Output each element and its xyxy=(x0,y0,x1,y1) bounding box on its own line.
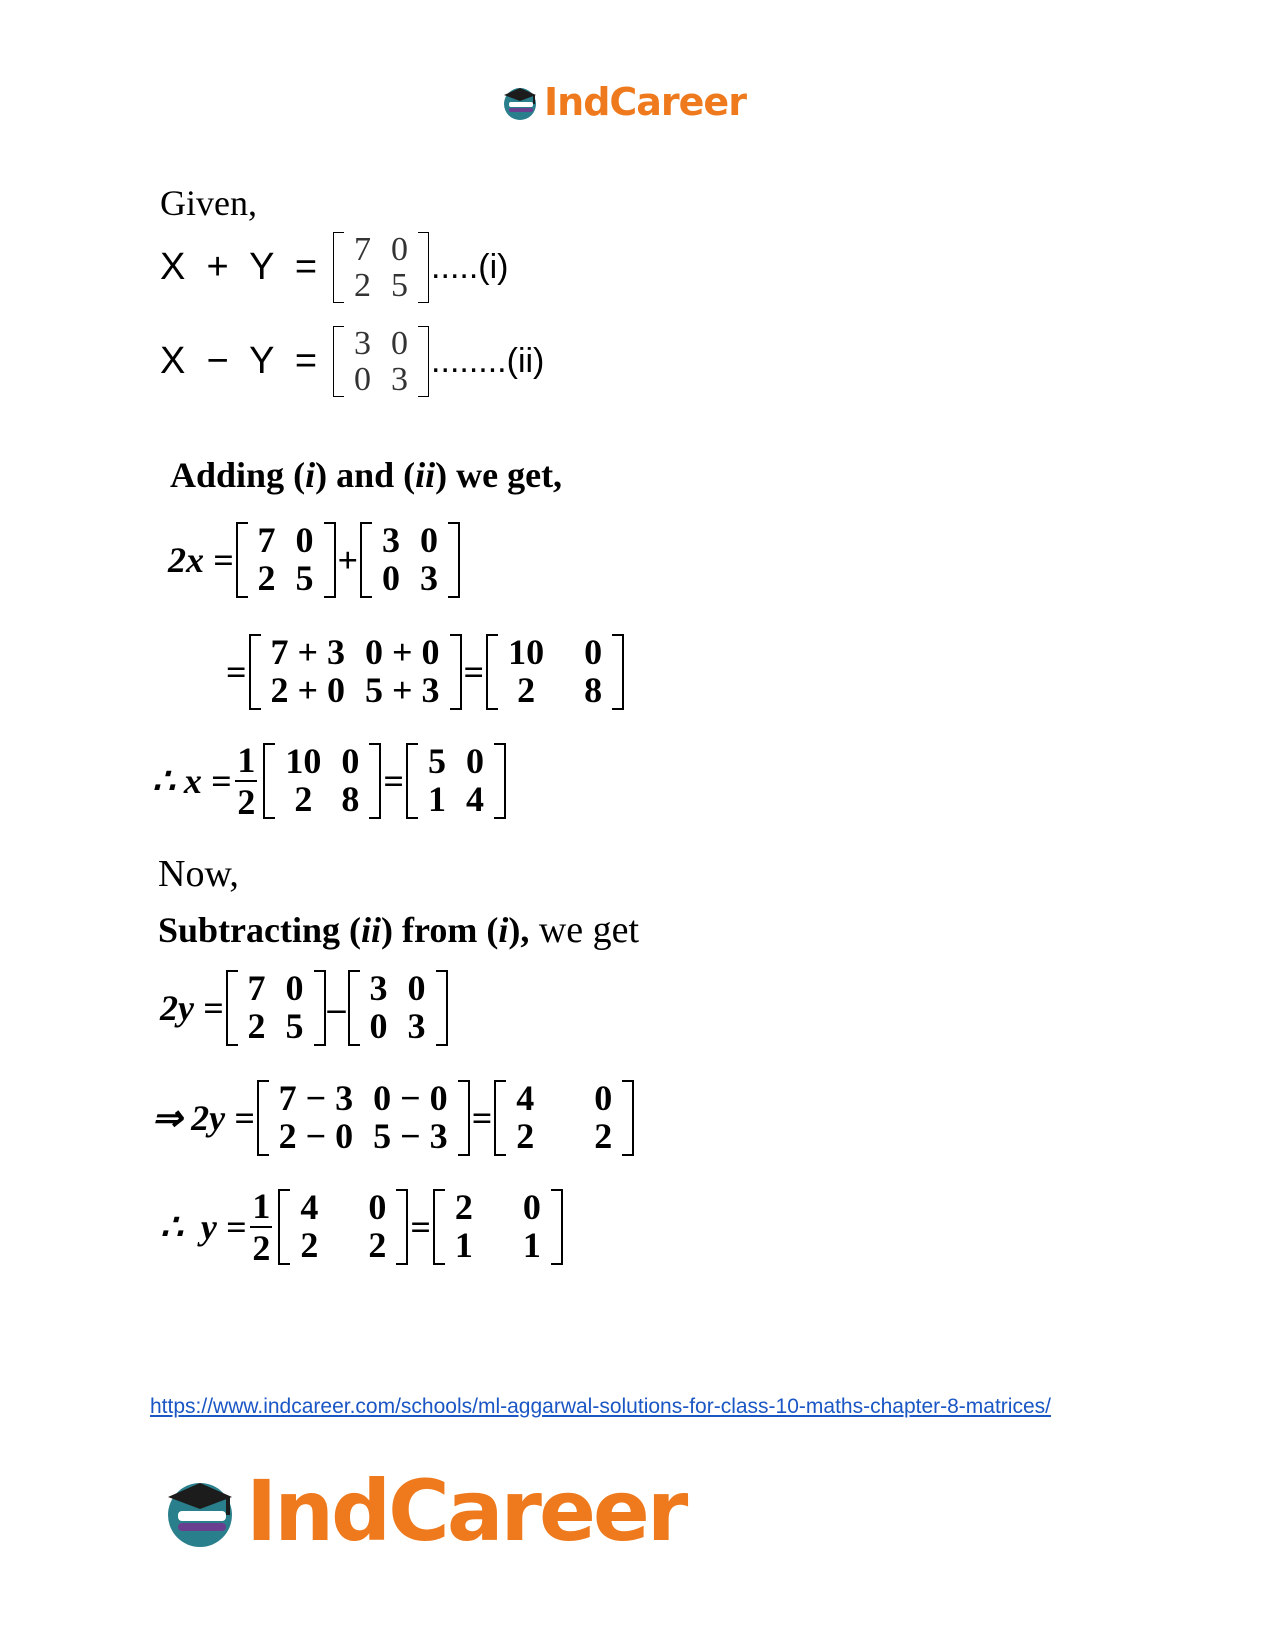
header-logo xyxy=(500,80,746,124)
adding-heading: Adding ( i ) and ( ii ) we get, xyxy=(170,455,563,495)
subtracting-heading: Subtracting ( ii ) from ( i ), we get xyxy=(158,909,640,951)
source-url-link[interactable]: https://www.indcareer.com/schools/ml-aggarwal-solutions-for-class-10-maths-chapter-8-matrices/ xyxy=(150,1395,1051,1418)
matrix: 10 0 2 8 xyxy=(486,634,624,710)
equation-ref: .....(i) xyxy=(431,248,509,287)
now-label: Now, xyxy=(158,853,239,895)
equation-ref: ........(ii) xyxy=(431,342,545,381)
matrix: 2 0 1 1 xyxy=(433,1189,563,1265)
matrix: 4 0 2 2 xyxy=(278,1189,408,1265)
fraction: $\frac{1}{2}$ xyxy=(252,1186,271,1268)
matrix: 7 0 2 5 xyxy=(226,970,326,1046)
matrix: 7 − 3 0 − 0 2 − 0 5 − 3 xyxy=(257,1080,470,1156)
brand-wordmark: IndCareer xyxy=(544,80,746,124)
add-step-2: = 7 + 3 0 + 0 2 + 0 5 + 3 = 10 0 2 8 xyxy=(226,634,626,710)
add-step-1: 2x = 7 0 2 5 + 3 0 0 3 xyxy=(168,522,462,598)
equation-ii xyxy=(160,326,544,397)
graduation-cap-book-icon xyxy=(160,1471,240,1551)
footer-logo xyxy=(160,1462,686,1560)
given-label: Given, xyxy=(160,183,257,223)
equation-lhs: X + Y = xyxy=(160,246,318,289)
matrix: 5 0 1 4 xyxy=(406,743,506,819)
matrix: 10 0 2 8 xyxy=(263,743,381,819)
matrix: 7 0 2 5 xyxy=(236,522,336,598)
equation-lhs: X − Y = xyxy=(160,340,318,383)
add-step-3: ∴ x = $\frac{1}{2}$ 10 0 2 8 = 5 0 1 4 xyxy=(152,742,508,820)
matrix: 3 0 0 3 xyxy=(333,326,429,397)
sub-step-1: 2y = 7 0 2 5 – 3 0 0 3 xyxy=(160,970,450,1046)
sub-step-3: ∴ y = $\frac{1}{2}$ 4 0 2 2 = 2 0 1 1 xyxy=(160,1188,565,1266)
brand-wordmark: IndCareer xyxy=(246,1462,686,1560)
sub-step-2: ⇒ 2y = 7 − 3 0 − 0 2 − 0 5 − 3 = 4 0 2 2 xyxy=(152,1080,636,1156)
fraction: $\frac{1}{2}$ xyxy=(237,740,256,822)
matrix: 4 0 2 2 xyxy=(494,1080,634,1156)
matrix: 7 0 2 5 xyxy=(333,232,429,303)
matrix: 3 0 0 3 xyxy=(360,522,460,598)
matrix: 3 0 0 3 xyxy=(348,970,448,1046)
matrix: 7 + 3 0 + 0 2 + 0 5 + 3 xyxy=(249,634,462,710)
equation-i xyxy=(160,232,508,303)
graduation-cap-book-icon xyxy=(500,82,540,122)
